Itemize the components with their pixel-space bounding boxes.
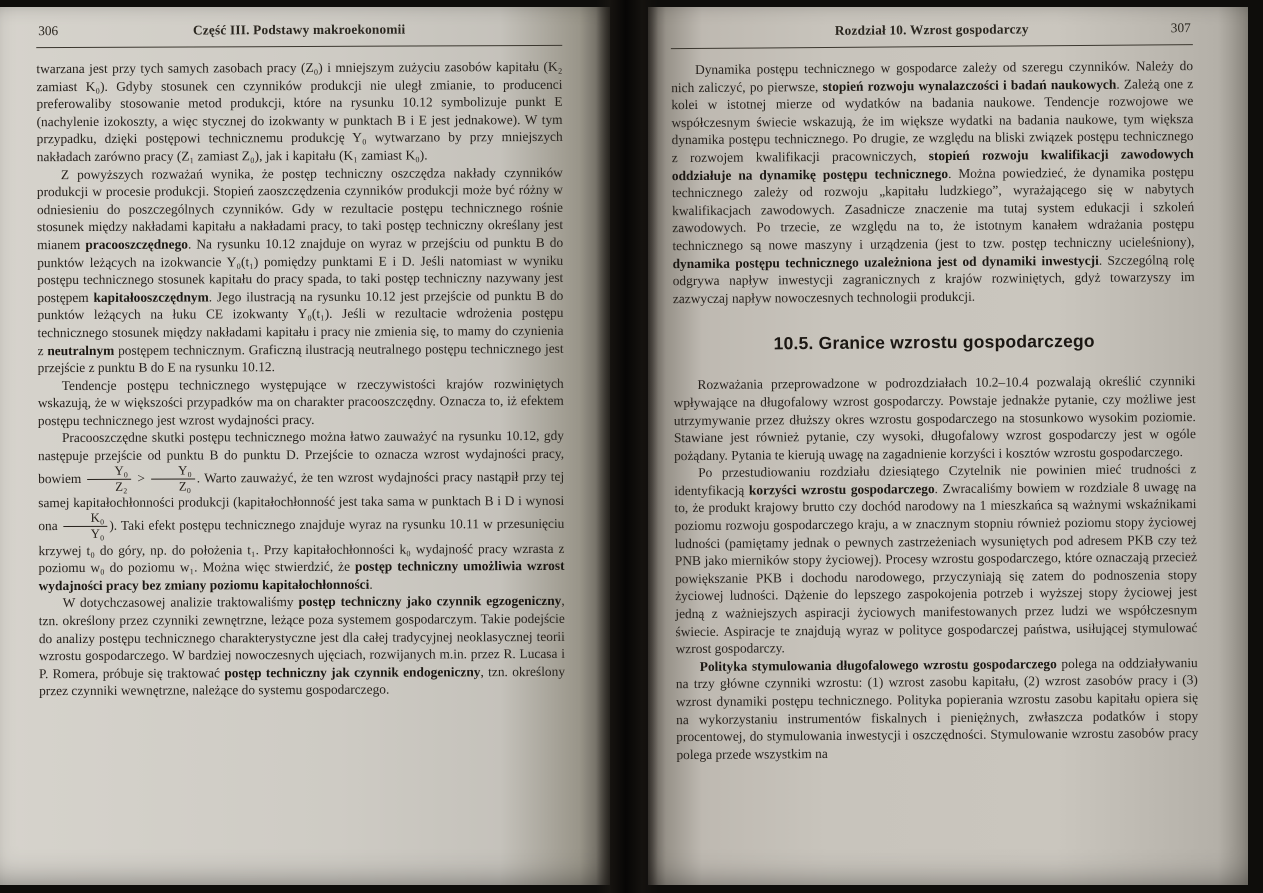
paragraph: Rozważania przeprowadzone w podrozdziałach 10.2–10.4 pozwalają określić czynniki wpływające na długofalowy wzrost gospodarczy. Powstaje jednakże pytanie, czy możliwe jest utrzymywanie przez dłuższy okres wzrostu gospodarczego na stosunkowo wysokim poziomie. Stawiane jest również pytanie, czy wysoki, długofalowy wzrost gospodarczy jest w ogóle pożądany. Pytania te kierują uwagę na zagadnienie korzyści i kosztów wzrostu gospodarczego. — [673, 373, 1196, 463]
inline-fraction: $\frac{\text{Y₀}}{\text{Z₂}}$ — [87, 464, 131, 494]
right-page-body-text — [671, 57, 1199, 763]
left-page — [0, 7, 610, 885]
left-page-header — [36, 21, 562, 42]
right-page — [648, 7, 1248, 885]
paragraph: Tendencje postępu technicznego występujące w rzeczywistości krajów rozwiniętych wskazują, że w większości przypadków ma on charakter pracooszczędny. Oznacza to, iż efektem postępu technicznego jest wzrost wydajności pracy. — [37, 375, 564, 429]
inline-fraction: $\frac{\text{Y₀}}{\text{Z₀}}$ — [151, 464, 195, 494]
inline-fraction: $\frac{\text{K₀}}{\text{Y₀}}$ — [64, 512, 108, 542]
paragraph: Pracooszczędne skutki postępu technicznego można łatwo zauważyć na rysunku 10.12, gdy następuje przejście od punktu B do punktu D. Przejście to oznacza wzrost wydajności pracy, bowiem $\frac{\text{Y₀}}{\text{Z₂}}$ > $\frac{\text{Y₀}}{\text{Z₀}}$ . Warto zauważyć, że ten wzrost wydajności pracy nastąpił przy tej samej kapitałochłonności produkcji (kapitałochłonność jest taka sama w punktach B i D i wynosi ona $\frac{\text{K₀}}{\text{Y₀}}$ ). Taki efekt postępu technicznego znajduje wyraz na rysunku 10.11 w przesunięciu krzywej t₀ do góry, np. do położenia t₁. Przy kapitałochłonności k₀ wydajność pracy wzrasta z poziomu w₀ do poziomu w₁. Można więc stwierdzić, że postęp techniczny umożliwia wzrost wydajności pracy bez zmiany poziomu kapitałochłonności. — [38, 428, 565, 594]
running-head: Część III. Podstawy makroekonomii — [192, 21, 406, 38]
header-rule — [671, 44, 1193, 49]
paragraph: W dotychczasowej analizie traktowaliśmy postęp techniczny jako czynnik egzogeniczny, tzn. określony przez czynniki zewnętrzne, leżące poza systemem gospodarczym. Takie podejście do analizy postępu technicznego charakterystyczne jest dla całej tradycyjnej neoklasycznej teorii wzrostu gospodarczego. W bardziej nowoczesnych ujęciach, rozwijanych m.in. przez R. Lucasa i P. Romera, próbuje się traktować postęp techniczny jak czynnik endogeniczny, tzn. określony przez czynniki wewnętrzne, należące do systemu gospodarczego. — [38, 593, 566, 699]
left-page-content — [0, 6, 612, 887]
paragraph: twarzana jest przy tych samych zasobach pracy (Z₀) i mniejszym zużyciu zasobów kapitału (K₂ zamiast K₀). Gdyby stosunek cen czynników produkcji nie uległ zmianie, to producenci preferowaliby stosowanie metod produkcji, które na rysunku 10.12 symbolizuje punkt E (nachylenie izokoszty, a więc stycznej do izokwanty w punktach B i E jest jednakowe). W tym przypadku, dzięki postępowi technicznemu produkcję Y₀ wytwarzano by przy mniejszych nakładach zarówno pracy (Z₁ zamiast Z₀), jak i kapitału (K₁ zamiast K₀). — [36, 58, 563, 165]
right-page-content — [645, 5, 1252, 888]
page-number: 307 — [1170, 20, 1191, 36]
paragraph: Dynamika postępu technicznego w gospodarce zależy od szeregu czynników. Należy do nich zaliczyć, po pierwsze, stopień rozwoju wynalazczości i badań naukowych. Zależą one z kolei w istotnej mierze od wydatków na badania naukowe. Tendencje rozwojowe we współczesnym świecie wskazują, że im większe wydatki na badania naukowe, tym większa dynamika postępu technicznego. Po drugie, ze względu na bliski związek postępu technicznego z rozwojem kwalifikacji pracowniczych, stopień rozwoju kwalifikacji zawodowych oddziałuje na dynamikę postępu technicznego. Można powiedzieć, że dynamika postępu technicznego zależy od rozwoju „kapitału ludzkiego”, wyrażającego się w nabytych kwalifikacjach zawodowych. Zasadnicze znaczenie ma tutaj system edukacji i szkoleń zawodowych. Po trzecie, ze względu na to, że istotnym kanałem wdrażania postępu technicznego są nowe maszyny i urządzenia (jest to tzw. postęp techniczny ucieleśniony), dynamika postępu technicznego uzależniona jest od dynamiki inwestycji. Szczególną rolę odgrywa napływ inwestycji zagranicznych z krajów rozwiniętych, gdyż towarzyszy im zazwyczaj napływ nowoczesnych technologii produkcji. — [671, 58, 1195, 306]
paragraph: Z powyższych rozważań wynika, że postęp techniczny oszczędza nakłady czynników produkcji w procesie produkcji. Stopień zaoszczędzenia czynników produkcji może być różny w odniesieniu do poszczególnych czynników. Gdy w rezultacie postępu technicznego rośnie stosunek między nakładami kapitału a nakładami pracy, to taki postęp techniczny określany jest mianem pracooszczędnego. Na rysunku 10.12 znajduje on wyraz w przejściu od punktu B do punktów leżących na izokwancie Y₀(t₁) pomiędzy punktami E i D. Jeśli natomiast w wyniku postępu technicznego stosunek kapitału do pracy spada, to taki postęp techniczny nazywany jest postępem kapitałooszczędnym. Jego ilustracją na rysunku 10.12 jest przejście od punktu B do punktów leżących na łuku CE izokwanty Y₀(t₁). Jeśli w rezultacie wdrożenia postępu technicznego stosunek między nakładami kapitału i pracy nie zmienia się, to mamy do czynienia z neutralnym postępem technicznym. Graficzną ilustracją neutralnego postępu technicznego jest przejście z punktu B do E na rysunku 10.12. — [36, 164, 564, 376]
section-heading: 10.5. Granice wzrostu gospodarczego — [773, 331, 1095, 354]
left-page-body-text — [36, 58, 565, 700]
paragraph: Po przestudiowaniu rozdziału dziesiątego Czytelnik nie powinien mieć trudności z identyfikacją korzyści wzrostu gospodarczego. Zwracaliśmy bowiem w rozdziale 8 uwagę na to, że produkt krajowy brutto czy dochód narodowy na 1 mieszkańca są ważnymi wskaźnikami poziomu rozwoju gospodarczego kraju, a w znacznym stopniu również poziomu stopy życiowej ludności (pamiętamy jednak o pewnych zastrzeżeniach wysuniętych pod adresem PKB czy też PNB jako mierników stopy życiowej). Procesy wzrostu gospodarczego, które oznaczają przecież powiększanie PKB i dochodu narodowego, przyczyniają się zatem do podnoszenia stopy życiowej ludności. Dążenie do lepszego zaspokojenia potrzeb i wyższej stopy życiowej jest jedną z ważniejszych aspiracji życiowych manifestowanych przez ludzi we współczesnym świecie. Aspiracje te znajdują wyraz w polityce gospodarczej państwa, usiłującej stymulować wzrost gospodarczy. — [674, 461, 1198, 657]
page-number: 306 — [38, 23, 59, 39]
right-page-header — [671, 20, 1193, 43]
paragraph: Polityka stymulowania długofalowego wzrostu gospodarczego polega na oddziaływaniu na trzy główne czynniki wzrostu: (1) wzrost zasobu kapitału, (2) wzrost zasobów pracy i (3) wzrost dynamiki postępu technicznego. Polityka popierania wzrostu zasobu kapitału opiera się na wykorzystaniu instrumentów fiskalnych i pieniężnych, zwłaszcza podatków i stopy procentowej, do stymulowania inwestycji i oszczędności. Stymulowanie wzrostu zasobów pracy polega przede wszystkim na — [675, 654, 1199, 762]
header-rule — [36, 45, 562, 48]
running-head: Rozdział 10. Wzrost gospodarczy — [834, 21, 1029, 38]
